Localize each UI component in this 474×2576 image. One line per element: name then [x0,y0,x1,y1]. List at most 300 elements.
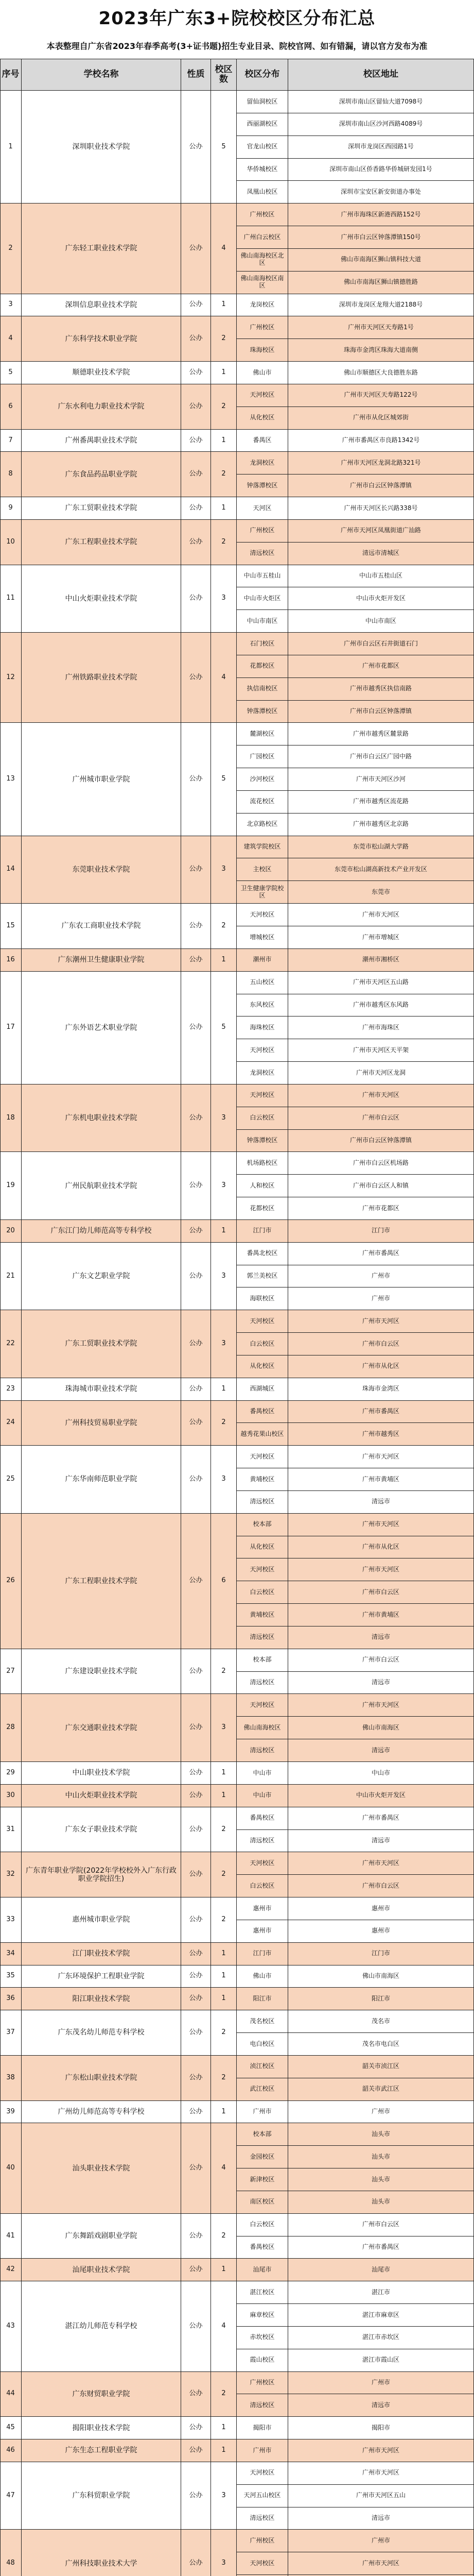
campus-name: 霞山校区 [237,2349,288,2372]
campus-address: 广州市天河区 [288,2462,474,2485]
campus-name: 郭兰美校区 [237,1265,288,1288]
campus-address: 东莞市松山湖大学路 [288,836,474,859]
row-number: 10 [0,520,22,565]
school-nature: 公办 [181,204,211,294]
campus-count: 3 [211,2462,237,2530]
campus-count: 3 [211,1243,237,1311]
campus-name: 天河校区 [237,904,288,926]
school-nature: 公办 [181,1084,211,1153]
campus-name: 机场路校区 [237,1152,288,1175]
campus-name: 从化校区 [237,1355,288,1378]
campus-name: 清远校区 [237,1672,288,1694]
campus-address: 中山市火炬开发区 [288,1785,474,1807]
campus-address: 广州市番禺区 [288,2236,474,2259]
school-name: 广东财贸职业学院 [22,2372,181,2417]
campus-name: 新津校区 [237,2168,288,2191]
campus-address: 佛山市南海区狮山镇科技大道 [288,249,474,272]
campus-address: 东莞市 [288,881,474,904]
campus-address: 广州市天河区 [288,2552,474,2575]
row-number: 24 [0,1401,22,1446]
campus-address: 广州市天河区天寿路122号 [288,384,474,407]
row-number: 16 [0,949,22,972]
row-number: 1 [0,91,22,204]
row-number: 11 [0,565,22,633]
row-number: 5 [0,362,22,384]
row-number: 33 [0,1897,22,1943]
school-name: 广州民航职业技术学院 [22,1152,181,1220]
campus-address: 广州市天河区 [288,1310,474,1333]
campus-count: 2 [211,904,237,949]
row-number: 26 [0,1514,22,1649]
campus-count: 2 [211,2372,237,2417]
header-campus-count: 校区数 [211,59,237,91]
campus-address: 佛山市南海区 [288,1965,474,1988]
campus-address: 广州市 [288,1287,474,1310]
row-number: 27 [0,1649,22,1694]
campus-address: 广州市白云区 [288,1875,474,1897]
campus-count: 2 [211,1897,237,1943]
campus-count: 1 [211,1785,237,1807]
row-number: 3 [0,294,22,317]
campus-name: 白云校区 [237,1581,288,1604]
header-no: 序号 [0,59,22,91]
campus-name: 从化校区 [237,407,288,430]
campus-name: 执信南校区 [237,678,288,701]
campus-name: 校本部 [237,2123,288,2146]
school-nature: 公办 [181,2417,211,2439]
row-number: 14 [0,836,22,904]
school-nature: 公办 [181,316,211,362]
campus-address: 广州市白云区石井街道石门 [288,633,474,655]
campus-address: 广州市海珠区新港西路152号 [288,204,474,226]
campus-address: 揭阳市 [288,2417,474,2439]
campus-address: 珠海市金湾区珠海大道南侧 [288,339,474,362]
row-number: 44 [0,2372,22,2417]
campus-address: 广州市番禺区市良路1342号 [288,430,474,452]
campus-name: 越秀花果山校区 [237,1423,288,1446]
campus-address: 深圳市龙岗区西园路1号 [288,136,474,159]
campus-address: 广州市黄埔区 [288,1468,474,1491]
campus-address: 广州市番禺区 [288,1401,474,1423]
campus-address: 广州市天河区 [288,2439,474,2462]
school-name: 广东松山职业技术学院 [22,2056,181,2101]
campus-name: 华侨城校区 [237,159,288,181]
campus-address: 清远市 [288,1491,474,1514]
campus-address: 广州市越秀区执信南路 [288,678,474,701]
school-nature: 公办 [181,1807,211,1853]
school-name: 广东茂名幼儿师范专科学校 [22,2010,181,2056]
row-number: 32 [0,1852,22,1897]
school-name: 惠州城市职业学院 [22,1897,181,1943]
campus-count: 1 [211,1762,237,1785]
campus-address: 惠州市 [288,1897,474,1920]
campus-count: 2 [211,1852,237,1897]
campus-name: 麻章校区 [237,2304,288,2327]
campus-address: 广州市白云区广园中路 [288,745,474,768]
row-number: 38 [0,2056,22,2101]
campus-name: 金园校区 [237,2146,288,2168]
school-nature: 公办 [181,1243,211,1311]
campus-count: 4 [211,204,237,294]
campus-name: 番禺校区 [237,1401,288,1423]
campus-count: 1 [211,294,237,317]
campus-name: 天河五山校区 [237,2485,288,2507]
campus-count: 4 [211,633,237,723]
school-nature: 公办 [181,452,211,497]
school-name: 广东青年职业学院(2022年学校校外入广东行政职业学院招生) [22,1852,181,1897]
campus-address: 广州市越秀区麓景路 [288,723,474,745]
campus-name: 龙洞校区 [237,452,288,474]
row-number: 31 [0,1807,22,1853]
row-number: 23 [0,1378,22,1401]
campus-address: 广州市天河区 [288,1446,474,1468]
campus-address: 江门市 [288,1943,474,1965]
campus-address: 汕头市 [288,2191,474,2214]
campus-address: 广州市白云区机场路 [288,1152,474,1175]
school-name: 广州科技职业技术大学 [22,2530,181,2576]
campus-name: 清远校区 [237,2394,288,2417]
campus-address: 广州市天河区沙河 [288,768,474,791]
row-number: 20 [0,1220,22,1243]
campus-name: 流花校区 [237,791,288,814]
school-nature: 公办 [181,520,211,565]
row-number: 9 [0,497,22,520]
campus-address: 茂名市电白区 [288,2033,474,2056]
campus-address: 广州市越秀区 [288,1423,474,1446]
campus-name: 黄埔校区 [237,1604,288,1626]
school-name: 广东交通职业技术学院 [22,1694,181,1762]
campus-count: 1 [211,2101,237,2124]
school-nature: 公办 [181,2056,211,2101]
school-name: 广东工贸职业技术学院 [22,497,181,520]
campus-name: 清远校区 [237,543,288,565]
school-name: 广东建设职业技术学院 [22,1649,181,1694]
school-nature: 公办 [181,2439,211,2462]
campus-address: 中山市五桂山区 [288,565,474,588]
school-name: 深圳信息职业技术学院 [22,294,181,317]
school-name: 广东食品药品职业学院 [22,452,181,497]
campus-address: 广州市天河区五山路 [288,972,474,994]
campus-name: 建筑学院校区 [237,836,288,859]
row-number: 47 [0,2462,22,2530]
campus-name: 麓湖校区 [237,723,288,745]
campus-name: 佛山市 [237,1965,288,1988]
row-number: 7 [0,430,22,452]
school-name: 湛江幼儿师范专科学校 [22,2281,181,2371]
row-number: 39 [0,2101,22,2124]
school-nature: 公办 [181,1514,211,1649]
campus-address: 深圳市南山区沙河西路4089号 [288,113,474,136]
row-number: 13 [0,723,22,836]
campus-name: 白云校区 [237,1107,288,1130]
row-number: 40 [0,2123,22,2213]
school-name: 广东华南师范职业学院 [22,1446,181,1514]
school-nature: 公办 [181,1897,211,1943]
school-nature: 公办 [181,2214,211,2259]
campus-name: 海联校区 [237,1287,288,1310]
school-name: 汕尾职业技术学院 [22,2259,181,2281]
school-name: 珠海城市职业技术学院 [22,1378,181,1401]
campus-name: 佛山市 [237,362,288,384]
school-name: 中山职业技术学院 [22,1762,181,1785]
school-name: 阳江职业技术学院 [22,1988,181,2010]
campus-address: 广州市白云区 [288,2214,474,2236]
school-nature: 公办 [181,1401,211,1446]
school-name: 广州番禺职业技术学院 [22,430,181,452]
campus-name: 龙岗校区 [237,294,288,317]
campus-name: 石门校区 [237,633,288,655]
campus-address: 广州市天河区 [288,904,474,926]
campus-address: 广州市白云区钟落潭镇150号 [288,226,474,249]
school-nature: 公办 [181,972,211,1084]
school-nature: 公办 [181,1310,211,1378]
campus-name: 钟落潭校区 [237,474,288,497]
campus-name: 广州白云校区 [237,226,288,249]
row-number: 48 [0,2530,22,2576]
school-nature: 公办 [181,2101,211,2124]
campus-name: 浈江校区 [237,2056,288,2078]
campus-address: 广州市 [288,2101,474,2124]
school-name: 广东机电职业技术学院 [22,1084,181,1153]
campus-address: 广州市白云区 [288,1333,474,1355]
campus-address: 广州市越秀区流花路 [288,791,474,814]
row-number: 34 [0,1943,22,1965]
campus-name: 清远校区 [237,1491,288,1514]
row-number: 18 [0,1084,22,1153]
campus-address: 广州市天河区 [288,1558,474,1581]
school-nature: 公办 [181,1852,211,1897]
campus-count: 3 [211,1446,237,1514]
campus-address: 湛江市 [288,2281,474,2304]
campus-address: 佛山市南海区狮山镇德胜路 [288,272,474,294]
campus-name: 阳江市 [237,1988,288,2010]
school-name: 广州城市职业学院 [22,723,181,836]
school-name: 广东工程职业技术学院 [22,520,181,565]
campus-name: 花都校区 [237,1197,288,1220]
school-nature: 公办 [181,723,211,836]
school-nature: 公办 [181,2281,211,2371]
campus-address: 汕头市 [288,2168,474,2191]
campus-address: 广州市白云区人和镇 [288,1175,474,1197]
campus-name: 广州市 [237,2101,288,2124]
campus-address: 广州市白云区 [288,1649,474,1672]
campus-name: 白云校区 [237,1333,288,1355]
campus-name: 从化校区 [237,1536,288,1559]
campus-count: 3 [211,565,237,633]
school-name: 广东水利电力职业技术学院 [22,384,181,430]
school-nature: 公办 [181,384,211,430]
campus-address: 潮州市湘桥区 [288,949,474,972]
row-number: 29 [0,1762,22,1785]
campus-name: 校本部 [237,1649,288,1672]
school-nature: 公办 [181,1649,211,1694]
campus-name: 广州市 [237,2439,288,2462]
row-number: 17 [0,972,22,1084]
school-nature: 公办 [181,949,211,972]
school-nature: 公办 [181,1152,211,1220]
campus-name: 白云校区 [237,1875,288,1897]
campus-address: 深圳市南山区侨香路华侨城研发园1号 [288,159,474,181]
row-number: 30 [0,1785,22,1807]
campus-name: 钟落潭校区 [237,1130,288,1153]
school-name: 中山火炬职业技术学院 [22,1785,181,1807]
school-name: 广州铁路职业技术学院 [22,633,181,723]
campus-address: 深圳市南山区留仙大道7098号 [288,91,474,113]
school-name: 中山火炬职业技术学院 [22,565,181,633]
campus-count: 1 [211,430,237,452]
header-address: 校区地址 [288,59,474,91]
campus-count: 2 [211,2056,237,2101]
campus-address: 湛江市麻章区 [288,2304,474,2327]
campus-address: 广州市白云区钟落潭镇 [288,1130,474,1153]
campus-name: 天河校区 [237,1694,288,1717]
campus-name: 广州校区 [237,2372,288,2395]
campus-address: 广州市番禺区 [288,1243,474,1265]
campus-address: 广州市天河区 [288,1514,474,1536]
campus-count: 1 [211,1988,237,2010]
school-name: 广东环境保护工程职业学院 [22,1965,181,1988]
row-number: 2 [0,204,22,294]
school-nature: 公办 [181,2259,211,2281]
school-nature: 公办 [181,1446,211,1514]
campus-count: 1 [211,1943,237,1965]
school-nature: 公办 [181,2372,211,2417]
school-nature: 公办 [181,1762,211,1785]
campus-name: 北京路校区 [237,814,288,836]
campus-name: 电白校区 [237,2033,288,2056]
campus-address: 广州市白云区 [288,1107,474,1130]
campus-name: 潮州市 [237,949,288,972]
school-nature: 公办 [181,1785,211,1807]
campus-address: 深圳市龙岗区龙翔大道2188号 [288,294,474,317]
row-number: 4 [0,316,22,362]
school-nature: 公办 [181,430,211,452]
campus-name: 揭阳市 [237,2417,288,2439]
campus-address: 广州市天河区 [288,1084,474,1107]
row-number: 41 [0,2214,22,2259]
header-nature: 性质 [181,59,211,91]
school-name: 深圳职业技术学院 [22,91,181,204]
row-number: 22 [0,1310,22,1378]
campus-address: 广州市天河区天平架 [288,1039,474,1062]
campus-address: 清远市 [288,1830,474,1853]
school-nature: 公办 [181,2462,211,2530]
campus-name: 番禺区 [237,430,288,452]
school-name: 广东农工商职业技术学院 [22,904,181,949]
campus-count: 1 [211,1965,237,1988]
campus-count: 1 [211,949,237,972]
campus-name: 清远校区 [237,1830,288,1853]
campus-address: 广州市从化区城郊街 [288,407,474,430]
campus-address: 广州市增城区 [288,926,474,949]
campus-address: 广州市天河区 [288,1694,474,1717]
school-name: 东莞职业技术学院 [22,836,181,904]
school-nature: 公办 [181,2530,211,2576]
campus-name: 人和校区 [237,1175,288,1197]
campus-address: 东莞市松山湖高新技术产业开发区 [288,858,474,881]
campus-count: 3 [211,1152,237,1220]
campus-address: 广州市天河区长兴路338号 [288,497,474,520]
campus-name: 天河区 [237,497,288,520]
campus-name: 天河校区 [237,1446,288,1468]
campus-address: 中山市南区 [288,610,474,633]
campus-name: 番禺北校区 [237,1243,288,1265]
campus-name: 花都校区 [237,655,288,678]
school-nature: 公办 [181,1694,211,1762]
school-name: 广东江门幼儿师范高等专科学校 [22,1220,181,1243]
campus-name: 天河校区 [237,1310,288,1333]
campus-name: 惠州市 [237,1897,288,1920]
campus-address: 广州市越秀区东风路 [288,994,474,1017]
row-number: 36 [0,1988,22,2010]
campus-name: 湛江校区 [237,2281,288,2304]
campus-address: 汕头市 [288,2123,474,2146]
campus-address: 广州市从化区 [288,1536,474,1559]
school-name: 广东文艺职业学院 [22,1243,181,1311]
campus-name: 西湖城区 [237,1378,288,1401]
campus-address: 清远市 [288,1672,474,1694]
campus-count: 3 [211,1694,237,1762]
school-name: 广州科技贸易职业学院 [22,1401,181,1446]
campus-address: 广州市 [288,2530,474,2552]
campus-name: 增城校区 [237,926,288,949]
campus-address: 清远市 [288,1739,474,1762]
school-name: 广东外语艺术职业学院 [22,972,181,1084]
school-name: 广东轻工职业技术学院 [22,204,181,294]
campus-address: 广州市花都区 [288,1197,474,1220]
campus-address: 广州市天河区龙洞 [288,1062,474,1084]
row-number: 35 [0,1965,22,1988]
campus-address: 韶关市浈江区 [288,2056,474,2078]
campus-count: 3 [211,1310,237,1378]
campus-name: 清远校区 [237,1739,288,1762]
row-number: 19 [0,1152,22,1220]
campus-count: 2 [211,2214,237,2259]
page-subtitle: 本表整理自广东省2023年春季高考(3+证书题)招生专业目录、院校官网、如有错漏，请以官方发布为准 [46,41,428,51]
campus-count: 5 [211,723,237,836]
campus-name: 佛山南海校区 [237,1717,288,1739]
row-number: 28 [0,1694,22,1762]
school-nature: 公办 [181,497,211,520]
campus-count: 4 [211,2281,237,2371]
school-nature: 公办 [181,362,211,384]
campus-name: 清远校区 [237,2507,288,2530]
row-number: 8 [0,452,22,497]
campus-address: 广州市白云区钟落潭镇 [288,474,474,497]
school-name: 广东工贸职业技术学院 [22,1310,181,1378]
row-number: 45 [0,2417,22,2439]
campus-address: 清远市清城区 [288,543,474,565]
campus-address: 广州市天河区 [288,1852,474,1875]
campus-name: 校本部 [237,1514,288,1536]
campus-count: 6 [211,1514,237,1649]
school-nature: 公办 [181,91,211,204]
campus-address: 广州市海珠区 [288,1016,474,1039]
row-number: 42 [0,2259,22,2281]
header-campus: 校区分布 [237,59,288,91]
school-nature: 公办 [181,2123,211,2213]
school-name: 广东舞蹈戏剧职业学院 [22,2214,181,2259]
school-name: 广东工程职业技术学院 [22,1514,181,1649]
campus-name: 广州校区 [237,520,288,543]
campus-count: 1 [211,2417,237,2439]
campus-address: 佛山市顺德区大良德胜东路 [288,362,474,384]
campus-name: 钟落潭校区 [237,701,288,723]
campus-count: 3 [211,2530,237,2576]
campus-count: 2 [211,1807,237,1853]
campus-address: 广州市花都区 [288,655,474,678]
campus-name: 广州校区 [237,2530,288,2552]
